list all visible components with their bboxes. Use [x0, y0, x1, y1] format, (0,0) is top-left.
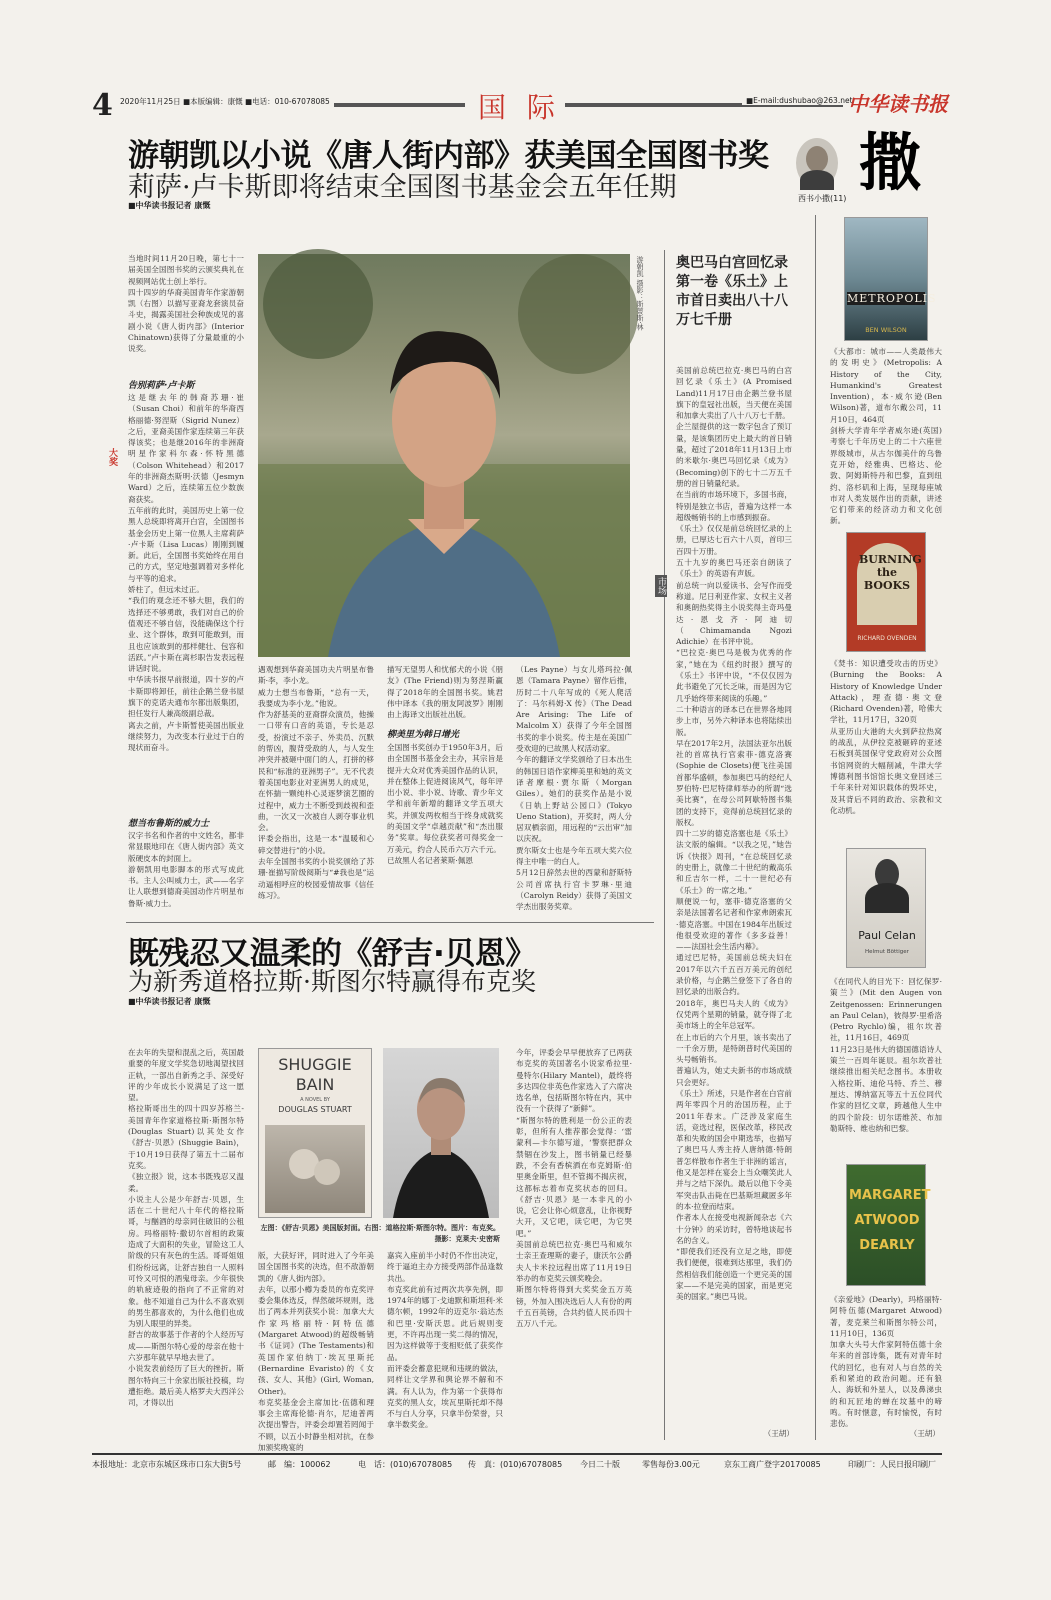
- book-cover-dearly: [846, 1164, 931, 1286]
- sidebar-label: 市场: [656, 577, 666, 595]
- footer-fax: 传 真：(010)67078085: [468, 1460, 563, 1469]
- book-cover-burning: [846, 532, 926, 652]
- celan-title: Paul Celan: [858, 929, 916, 942]
- book-entry-3: 《在同代人的目光下：回忆保罗·策兰》(Mit den Augen von Zeitgenossen: Erinnerungen an Paul Celan)，彼得罗·里希洛(Petro Rychlo)编，祖尔坎普社，11月16日，469页 11月23日是伟大的德国德语诗人策兰一百周年诞辰。祖尔坎普社继续推出相关纪念图书。本册收入格拉斯、迪伦马特、乔兰、穆厘达、博纳富瓦等五十五位同代作家的回忆文章，跨越他人生中的四个阶段：切尔诺维茨、布加勒斯特、维也纳和巴黎。: [830, 977, 942, 1133]
- author-photo: [258, 254, 630, 657]
- article1-col1: 当地时间11月20日晚，第七十一届美国全国图书奖的云颁奖典礼在视频网站优土创上举行。 四十四岁的华裔美国青年作家游朝凯（右图）以描写亚裔龙套演员奋斗史，揭露美国社会种族成见的喜剧小说《唐人街内部》(Interior Chinatown)获得了分量最重的小说奖。: [128, 254, 244, 354]
- right-col-author: （王胡）: [909, 1429, 940, 1438]
- metropolis-author: BEN WILSON: [865, 326, 907, 334]
- article2-headline: 既残忍又温柔的《舒吉·贝恩》: [128, 936, 536, 972]
- column-title: 西书小撒(11): [798, 194, 847, 203]
- page-number: 4: [92, 88, 113, 123]
- photo-credit: 游朝凯 摄影：斯蒂斯·林: [636, 256, 644, 331]
- article1-col1c: 汉字书名和作者的中文姓名，都非常显眼地印在《唐人街内部》英文版硬皮本的封面上。 游朝凯用电影脚本的形式写成此书。主人公叫威力士，武——名字让人联想到德裔美国动作片明星布鲁斯·威力士。: [128, 831, 244, 908]
- header-email: ■E-mail:dushubao@263.net: [742, 96, 857, 105]
- article2-col1: 在去年的失望和混乱之后，英国最重要的年度文学奖急切地渴望找回正轨，一部出自新秀之手、深受好评的少年成长小说满足了这一愿望。 格拉斯哥出生的四十四岁苏格兰-美国青年作家道格拉斯·斯图尔特(Douglas Stuart)以其处女作《舒吉·贝恩》(Shuggie Bain)，于10月19日获得了第五十二届布克奖。 《独立报》说，这本书既残忍又温柔。 小说主人公是少年舒吉·贝恩，生活在二十世纪八十年代的格拉斯哥，与酗酒的母亲同住破旧的公租房。玛格丽特·撒切尔首相的政策造成了大面积的失业，冒险这工人阶级的只有灰色的生活。哥哥姐姐们纷纷远离，让舒吉独自一人照料可怜又可恨的酒鬼母亲。少年很快的轨疲迹般的指向了不正常的对象。他不知道自己为什么不喜欢别的男生都喜欢的，为什么他们也成为别人眼里的异类。 舒吉的故事基于作者的个人经历写成——斯图尔特心爱的母亲在他十六岁那年就早早地去世了。 小说发表前经历了巨大的挫折。斯图尔特向三十余家出版社投稿，均遭拒绝。最后美人格罗夫大西洋公司，才得以出: [128, 1048, 244, 1408]
- portrait-illustration: [258, 254, 630, 657]
- book-entry-1: 《大都市：城市——人类最伟大的发明史》(Metropolis: A History of the City, Humankind's Greatest Invention)，本·威尔逊(Ben Wilson)著，道布尔戴公司，11月10日，464页 剑桥大学青年学者威尔逊(英国)考察七千年历史上的二十六座世界级城市，从古尔伽美什的乌鲁克开始，经雅典、巴格达、伦敦、阿姆斯特丹和巴黎，直到纽约、洛杉矶和上海，呈现每座城市对人类发展作出的贡献，讲述它们带来的经济动力和文化创新。: [830, 347, 942, 526]
- footer-rule: [92, 1453, 942, 1455]
- sidebar-divider-left: [664, 250, 665, 1440]
- sidebar-text: 美国前总统巴拉克·奥巴马的白宫回忆录《乐土》(A Promised Land)11月17日由企鹅兰登书屋旗下的皇冠社出版，当天便在美国和加拿大卖出了八十八万七千册。 企兰屋提供的这一数字包含了预订量，是该集团历史上最大的首日销量，超过了2018年11月13日上市的米歇尔·奥巴马回忆录《成为》(Becoming)创下的七十二万五千册的首日销量纪录。 在当前的市场环境下，多国书商，特别是独立书店，普遍为这样一本超级畅销书的上市感到振奋。 《乐土》仅仅是前总统回忆录的上册，已厚达七百六十八页，首印三百四十万册。 五十九岁的奥巴马还亲自朗读了《乐土》的英语有声版。 前总统一向以爱读书、会写作而受称道。尼日利亚作家、女权主义者和奥朗热奖得主小说奖得主奇玛曼达·恩戈齐·阿迪切（Chimamanda Ngozi Adichie）在书评中说。 “巴拉克·奥巴马是极为优秀的作家，”她在为《纽约时报》撰写的《乐土》书评中说，“不仅仅因为此书避免了冗长乏味，而是因为它几乎始终带来阅读的乐趣。” 二十种语言的译本已在世界各地同步上市，另外六种译本也将陆续出版。 早在2017年2月，法国法亚尔出版社的首席执行官索菲-德克洛赛(Sophie de Closets)便飞往美国首都华盛顿，参加奥巴马的经纪人罗伯特·巴尼特律师举办的所谓“选美比赛”，在母公司阿歇特图书集团的支持下，竞得前总统回忆录的版权。 四十二岁的德克洛塞也是《乐土》法文版的编辑。“以我之见，”她告诉《快报》周刊，“在总统回忆录的史册上，就像二十世纪的戴高乐和丘吉尔一样，二十一世纪必有《乐土》的一席之地。” 顺便说一句，塞菲·德克洛塞的父亲是法国著名记者和作家弗朗索瓦·德克洛塞。中国在1984年出版过他很受欢迎的著作《多多益善！——法国社会生活内幕》。 通过巴尼特，美国前总统夫妇在2017年以六千五百万美元的创纪录价格，与企鹅兰登签下了各自的回忆录的出版合约。 2018年，奥巴马夫人的《成为》仅凭两个星期的销量，就夺得了北美市场上的全年总冠军。 在上市后的六个月里，该书卖出了一千余万册，是特朗普时代美国的头号畅销书。 普遍认为，她丈夫新书的市场成绩只会更好。 《乐土》所述，只是作者在白宫前两年零四个月的治国历程，止于2011年春末。广泛涉及家庭生活，竞选过程，医保改革，移民改革和失败的国会中期选举，也描写了奥巴马人秀主持人唐纳德·特朗普怎样散布作者生于非洲的谣言，他又是怎样在宴会上当众嘲笑此人并与之结下深仇。最后以他下令美军突击队击毙在巴基斯坦藏匿多年的本·拉登而结束。 作者本人在接受电视新闻杂志《六十分钟》的采访时，曾特地谈起书名的含义。 “即使我们还没有立足之地，即使我们便便，很难到达那里，我们仍然相信我们能创造一个更完美的国家——不是完美的国家，而是更完美的国家。”奥巴马说。: [676, 366, 792, 1302]
- article1-subhead3: 柳美里为韩日增光: [387, 730, 460, 740]
- sidebar-divider-right: [815, 215, 816, 1440]
- footer-pages: 今日二十版: [580, 1460, 620, 1469]
- column-logo: 撒: [858, 126, 921, 199]
- article2-col3: 嘉宾入座前半小时仍不作出决定，终于逼迫主办方接受两部作品逢数共出。 布克奖此前有过两次共享先例，即1974年的娜丁·戈迪默和斯坦利·米德尔顿，1992年的迈克尔·翁达杰和巴里·安斯沃思。此后规则变更，不许再出现一奖二得的情况，因为这样做等于变相贬低了获奖作品。 而评委会蓄意犯规和违规的做法，同样让文学界和舆论界不解和不满。有人认为，作为第一个获得布克奖的黑人女，埃瓦里斯托却不得不与白人分享，只拿半份荣誉，只拿半数奖金。: [387, 1251, 503, 1430]
- article2-col4: 今年，评委会早早便放弃了已两获布克奖的英国著名小说家希拉里·曼特尔(Hilary Mantel)，最终将多达四位非英色作家选入了六席决选名单，包括斯图尔特在内，其中没有一个获得了“新鲜”。 “斯图尔特的胜利是一份公正的表彰，但所有人推荐都会觉得：‘雷蒙利—卡尔德写道，‘警察把群众禁锢在沙发上，图书销量已经暴跌，不会有香槟洒在布克姆斯·伯里奥金斯里，但不管揭不揭庆祝，这都标志着布克奖状态的回归。《舒吉·贝恩》是一本非凡的小说，它会让你心烦意乱，让你视野大开，又它吧，读它吧，为它哭吧。” 美国前总统巴拉克·奥巴马和威尔士亲王查理斯的妻子，康沃尔公爵夫人卡米拉远程出席了11月19日举办的布克奖云颁奖晚会。 斯图尔特将得到大奖奖金五万英镑，外加入围决选后人人有份的两千五百英镑，合共约值人民币四十五万八千元。: [516, 1048, 632, 1329]
- footer-printer: 印刷厂：人民日报印刷厂: [848, 1460, 936, 1469]
- article1-kicker: 大奖: [107, 448, 117, 466]
- article1-subhead2: 想当布鲁斯的威力士: [128, 819, 210, 829]
- article1-col2: 遇观想到华裔美国功夫片明星布鲁斯·李，李小龙。 威力士想当布鲁斯，“总有一天，我要成为李小龙。”他说。 作为舒基美的亚裔群众演员，他操一口带有口音的英语，专长是忍受，扮演过不亲子、外卖员、沉默的帮凶，腹背受敌的人，与人发生冲突并被砸中面门的人，打拼的移民和“标准的亚洲男子”。无不代表着美国电影业对亚洲男人的成见，在怀揣一颗纯朴心灵逐梦演艺圈的过程中，威力士不断受到歧视和歪曲，一次又一次被自人剥夺事业机会。 评委会指出，这是一本“温暖和心碎交替进行”的小说。 去年全国图书奖的小说奖颁给了苏珊·崔描写阶级阅斯与“#我也是”运动逼相呼应的校园爱情故事《信任练习》。: [258, 665, 374, 900]
- article1-byline: ■中华读书报记者 康慨: [128, 201, 211, 210]
- article2-subheadline: 为新秀道格拉斯·斯图尔特赢得布克奖: [128, 967, 536, 996]
- article2-caption: 左图：《舒吉·贝恩》美国版封面。右图：道格拉斯·斯图尔特。图片：布克奖。摄影：克莱夫·史密斯: [260, 1223, 500, 1243]
- newspaper-logo: 中华读书报: [848, 92, 948, 116]
- book-cover-shuggie: [258, 1048, 372, 1218]
- article2-byline: ■中华读书报记者 康慨: [128, 997, 211, 1006]
- celan-author: Helmut Böttiger: [865, 949, 909, 955]
- footer-license: 京东工商广登字20170085: [724, 1460, 821, 1469]
- metropolis-title: METROPOLIS: [847, 292, 937, 305]
- article1-col3b: 全国图书奖创办于1950年3月，后由全国图书基金会主办，其宗旨是提升大众对优秀美国作品的认识，并在整体上促进阅读风气，每年评出小说、非小说、诗歌、青少年文学和前年新增的翻译文学五项大奖，并颁发两枚相当于终身成就奖的美国文学“卓越贡献”和“杰出服务”奖章。每位获奖者可得奖金一万美元，约合人民币六万六千元。 已故黑人名记者莱斯·佩恩: [387, 743, 503, 865]
- article1-col3: 描写无望男人和忧郁犬的小说《朋友》(The Friend)则为努涅斯赢得了2018年的全国图书奖。姚君伟中译本《我的朋友阿波罗》刚刚由上海译文出版社出版。: [387, 665, 503, 720]
- book-cover-celan: [846, 848, 926, 968]
- shuggie-title: SHUGGIE BAIN: [278, 1055, 352, 1094]
- book-entry-2: 《焚书：知识遭受攻击的历史》(Burning the Books: A History of Knowledge Under Attack)，理查德·奥文登(Richard Ovenden)著，哈佛大学社，11月17日，320页 从亚历山大港的大火到萨拉热窝的战乱，从伊拉克被砸碎的亚述石板到英国保守党政府对公众图书馆网资的大幅削减，牛津大学博德利图书馆馆长奥文登回述三千年来针对知识载体的毁坏史，及其背后不同的政治、宗教和文化动机。: [830, 659, 942, 815]
- footer-postcode: 邮 编：100062: [268, 1460, 331, 1469]
- article1-headline: 游朝凯以小说《唐人街内部》获美国全国图书奖: [128, 138, 769, 174]
- article1-col1b: 这是继去年的韩裔苏珊·崔（Susan Choi）和前年的华裔西格丽德·努涅斯（Sigrid Nunez）之后，亚裔美国作家连续第三年获得该奖；也是继2016年的非洲裔明星作家科尔森·怀特黑德（Colson Whitehead）和2017年的非洲裔杰斯明·沃德（Jesmyn Ward）之后，连续第五位少数族裔获奖。 五年前的此时，美国历史上第一位黑人总统即将离开白宫，全国图书基金会历史上第一位黑人主席莉萨·卢卡斯（Lisa Lucas）刚刚到履新。此后，全国图书奖始终在用自己的方式，坚定地强调着对多样化与平等的追求。 娇柱了，但远未过正。 “我们的观念还不够大胆，我们的选择还不够勇敢，我们对自己的价值观还不够自信，没能确保这个行业、这个群体，敢到可能敢到，而且也应该敢到的那样健壮、包容和活跃。”卢卡斯在离杉职告发表远程讲话时说。 中华读书报早前报道，四十岁的卢卡斯即将卸任，前往企鹅兰登书屋旗下的克诺夫通布尔都出版集团，担任发行人兼高级副总裁。 离去之前，卢卡斯暂使美国出版业继续努力，为改变本行业过于白的现状而奋斗。: [128, 393, 244, 753]
- shuggie-author: DOUGLAS STUART: [278, 1105, 352, 1114]
- burning-title: BURNING the BOOKS: [859, 553, 922, 592]
- dearly-title: MARGARET ATWOOD DEARLY: [849, 1188, 931, 1253]
- header-date-line: 2020年11月25日 ■本版编辑：康慨 ■电话：010-67078085: [120, 96, 334, 107]
- sidebar-headline: 奥巴马白宫回忆录第一卷《乐土》上市首日卖出八十八万七千册: [676, 255, 788, 328]
- shuggie-sub: A NOVEL BY: [300, 1097, 330, 1103]
- footer-price: 零售每份3.00元: [642, 1460, 700, 1469]
- footer-address: 本报地址：北京市东城区珠市口东大街5号: [92, 1460, 242, 1469]
- columnist-avatar: [796, 138, 838, 188]
- article1-col4: （Les Payne）与女儿塔玛拉·佩恩（Tamara Payne）留作后推，历时二十八年写成的《死人爬活了：马尔科姆·X 传》（The Dead Are Arising: The Life of Malcolm X）获得了今年全国图书奖的非小说奖。传主是在美国广受欢迎的已故黑人权活动家。 今年的翻译文学奖颁给了日本出生的韩国日语作家柳美里和她的英文译者摩根·贾尔斯（Morgan Giles）。她们的获奖作品是小说《日轨上野站公园口》(Tokyo Ueno Station)，开奖时，两人分居双栖亲面，用远程的“云出审”加以庆祝。 贾尔斯女士也是今年五项大奖六位得主中唯一的白人。 5月12日辞然去世的西蒙和舒斯特公司首席执行官卡罗琳·里迪（Carolyn Reidy）获得了美国文学杰出服务奖章。: [516, 665, 632, 912]
- stuart-illustration: [383, 1048, 499, 1218]
- section-title: 国 际: [478, 91, 561, 124]
- footer-phone: 电 话：(010)67078085: [358, 1460, 453, 1469]
- stuart-photo: [383, 1048, 499, 1218]
- burning-author: RICHARD OVENDEN: [857, 635, 917, 642]
- book-entry-4: 《亲爱地》(Dearly)，玛格丽特·阿特伍德(Margaret Atwood)著，麦克莱兰和斯图尔特公司，11月10日，136页 加拿大头号大作家阿特伍德十余年来的首部诗集，既有对青年时代的回忆，也有对人与自然的关系和紧迫的政治问题。还有狼人、海妖和外星人，以及鼻涕虫的和瓦匠地的蝉在坟墓中的啼鸣。有时惬意，有时愉悦，有时悲伤。: [830, 1295, 942, 1429]
- article2-top-rule: [126, 922, 654, 923]
- article1-subheadline: 莉萨·卢卡斯即将结束全国图书基金会五年任期: [128, 172, 677, 203]
- article1-subhead1: 告别莉萨·卢卡斯: [128, 381, 195, 391]
- article2-col2: 版，大获好评，同时进入了今年美国全国图书奖的决选，但不敌游朝凯的《唐人街内部》。 去年，以那小樽为委员的布克奖评委会集体选反，悍然破坏规则，选出了两本并列获奖小说：加拿大大作家玛格丽特·阿特伍德(Margaret Atwood)的超级畅销书《证词》(The Testaments)和英国作家伯纳丁·埃瓦里斯托(Bernardine Evaristo)的《女孩、女人、其他》(Girl, Woman, Other)。 布克奖基金会主席加比·伍德和理事会主席海伦德·肖尔，尼迪普两次提出警告，评委会却置若罔闻于不顾，以五小时静坐相对抗，在参加颁奖晚宴的: [258, 1251, 374, 1453]
- sidebar-author: （王胡）: [763, 1429, 794, 1438]
- book-cover-metropolis: [844, 217, 937, 341]
